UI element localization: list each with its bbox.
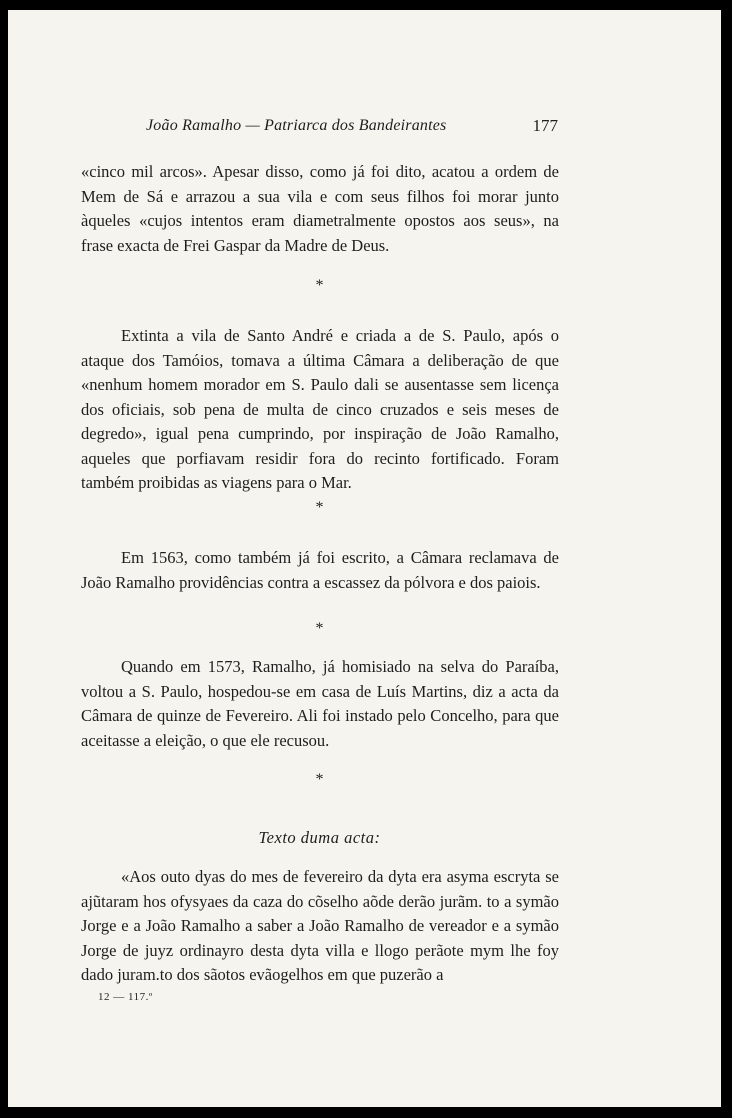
section-separator: * [315, 620, 324, 637]
section-separator: * [315, 771, 324, 788]
quoted-act-text: «Aos outo dyas do mes de fevereiro da dyta era asyma escryta se ajũtaram hos ofysyaes da caza do cõselho aõde derão jurãm. to a symão Jorge e a João Ramalho a saber a João Ramalho de vereador e a symão Jorge de juyz ordinayro desta dyta villa e llogo perãote mym lhe foy dado juram.to dos sãotos evãogelhos em que puzerão a [81, 867, 559, 984]
paragraph-4: Quando em 1573, Ramalho, já homisiado na selva do Paraíba, voltou a S. Paulo, hospedou-se em casa de Luís Martins, diz a acta da Câmara de quinze de Fevereiro. Ali foi instado pelo Concelho, para que aceitasse a eleição, o que ele recusou. [81, 657, 559, 750]
document-page [8, 10, 721, 1107]
running-header [146, 114, 558, 140]
paragraph-1: «cinco mil arcos». Apesar disso, como já foi dito, acatou a ordem de Mem de Sá e arrazou a sua vila e com seus filhos foi morar junto àqueles «cujos intentos eram diametralmente opostos aos seus», na frase exacta de Frei Gaspar da Madre de Deus. [81, 162, 559, 255]
running-title: João Ramalho — Patriarca dos Bandeirantes [146, 117, 447, 134]
printer-signature: 12 — 117.º [98, 991, 153, 1003]
page-number: 177 [532, 116, 558, 135]
section-subtitle: Texto duma acta: [258, 828, 381, 847]
paragraph-3: Em 1563, como também já foi escrito, a Câmara reclamava de João Ramalho providências contra a escassez da pólvora e dos paiois. [81, 548, 559, 592]
section-separator: * [315, 277, 324, 294]
section-separator: * [315, 499, 324, 516]
paragraph-2: Extinta a vila de Santo André e criada a de S. Paulo, após o ataque dos Tamóios, tomava a última Câmara a deliberação de que «nenhum homem morador em S. Paulo dali se ausentasse sem licença dos oficiais, sob pena de multa de cinco cruzados e seis meses de degredo», igual pena cumprindo, por inspiração de João Ramalho, aqueles que porfiavam residir fora do recinto fortificado. Foram também proibidas as viagens para o Mar. [81, 326, 559, 492]
